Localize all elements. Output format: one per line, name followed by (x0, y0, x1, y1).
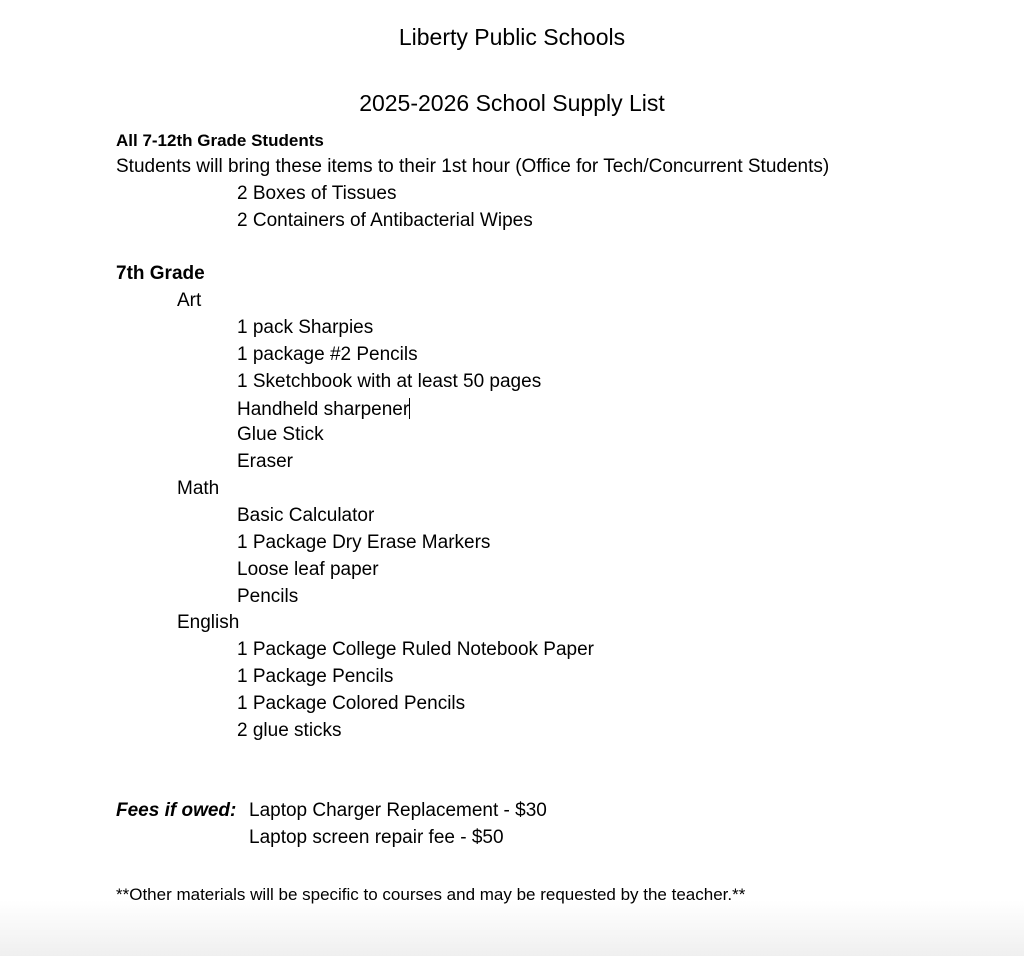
subject-label-math: Math (177, 478, 220, 499)
list-item: 1 Package Pencils (237, 666, 394, 687)
fees-label: Fees if owed: (116, 800, 237, 821)
subject-label-english: English (177, 612, 240, 633)
school-name: Liberty Public Schools (398, 24, 626, 50)
list-item: 2 Boxes of Tissues (237, 183, 397, 204)
grade-heading: 7th Grade (116, 263, 205, 284)
list-item: 1 Package Dry Erase Markers (237, 532, 491, 553)
list-item: Eraser (237, 451, 293, 472)
list-item: Glue Stick (237, 424, 324, 445)
list-item: Pencils (237, 586, 299, 607)
list-item[interactable] (237, 398, 410, 421)
all-students-instruction: Students will bring these items to their 1st hour (Office for Tech/Concurrent Students) (116, 156, 830, 177)
list-item: Loose leaf paper (237, 559, 379, 580)
list-item: 1 package #2 Pencils (237, 344, 418, 365)
list-item: 1 Sketchbook with at least 50 pages (237, 371, 542, 392)
all-students-heading: All 7-12th Grade Students (116, 131, 324, 150)
list-item: 2 Containers of Antibacterial Wipes (237, 210, 533, 231)
fee-item: Laptop Charger Replacement - $30 (249, 800, 547, 821)
footnote: **Other materials will be specific to courses and may be requested by the teacher.** (116, 885, 746, 904)
list-item: 1 Package Colored Pencils (237, 693, 466, 714)
document-title: 2025-2026 School Supply List (359, 90, 665, 116)
list-item-text: Handheld sharpener (237, 399, 410, 420)
list-item: 2 glue sticks (237, 720, 342, 741)
text-cursor (409, 398, 410, 419)
fee-item: Laptop screen repair fee - $50 (249, 827, 504, 848)
list-item: 1 Package College Ruled Notebook Paper (237, 639, 595, 660)
list-item: Basic Calculator (237, 505, 375, 526)
subject-label-art: Art (177, 290, 202, 311)
list-item: 1 pack Sharpies (237, 317, 374, 338)
